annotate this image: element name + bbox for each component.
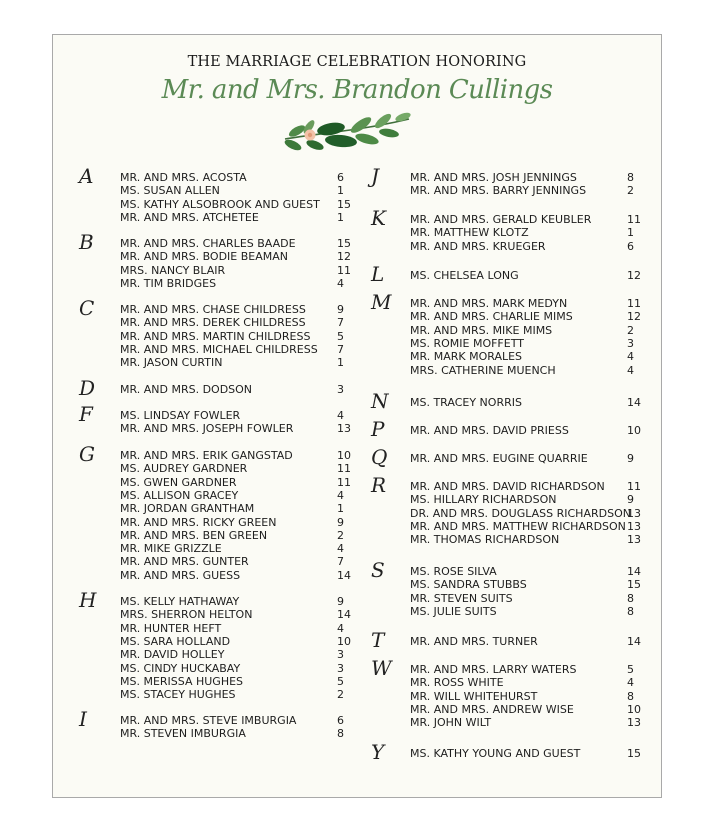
section-letter: R [371,473,387,497]
table-number: 4 [627,363,634,377]
section-letter: P [371,417,385,441]
guest-name: MR. AND MRS. LARRY WATERS [410,663,577,676]
guest-name: MS. JULIE SUITS [410,604,497,618]
guest-name: MR. AND MRS. ATCHETEE [120,210,259,224]
leaf-sprig-icon [279,111,415,157]
section-letter: H [79,588,97,612]
section-letter: Q [371,445,388,469]
guest-name: MS. ROMIE MOFFETT [410,336,524,350]
guest-name: MR. AND MRS. MICHAEL CHILDRESS [120,342,318,356]
guest-name: MS. GWEN GARDNER [120,475,237,489]
table-number: 4 [337,409,344,422]
table-number: 6 [627,239,634,253]
table-number: 5 [337,674,344,688]
guest-name: MS. SUSAN ALLEN [120,184,220,198]
table-number: 6 [337,171,344,184]
table-number: 4 [627,676,634,690]
guest-name: MR. MIKE GRIZZLE [120,542,222,556]
table-number: 10 [627,424,641,437]
guest-name: MR. AND MRS. BEN GREEN [120,528,268,542]
guest-name: MR. AND MRS. GUNTER [120,555,249,569]
guest-name: MR. AND MRS. BODIE BEAMAN [120,250,289,264]
section-letter: C [79,296,95,320]
guest-name: MR. THOMAS RICHARDSON [410,533,560,547]
guest-name: MS. MERISSA HUGHES [120,674,244,688]
guest-name: MR. AND MRS. MATTHEW RICHARDSON [410,519,626,533]
table-number: 13 [627,519,641,533]
guest-name: MS. ROSE SILVA [410,565,497,578]
guest-name: MR. JOHN WILT [410,716,492,730]
guest-name: MRS. SHERRON HELTON [120,608,253,622]
table-number: 2 [627,323,634,337]
section-letter: Y [371,740,385,764]
guest-name: MS. KATHY YOUNG AND GUEST [410,747,581,760]
section-letter: K [371,206,386,230]
guest-name: MS. AUDREY GARDNER [120,462,248,476]
table-number: 15 [337,197,351,211]
table-number: 11 [627,480,641,493]
guest-name: MS. SARA HOLLAND [120,634,231,648]
guest-name: MR. AND MRS. ANDREW WISE [410,702,574,716]
table-number: 9 [337,515,344,529]
guest-name: MS. KELLY HATHAWAY [120,595,240,608]
table-number: 11 [627,213,641,226]
section-letter: W [371,656,392,680]
table-number: 2 [627,184,634,198]
guest-name: MR. JASON CURTIN [120,356,223,370]
table-number: 11 [337,263,351,277]
guest-name: MR. HUNTER HEFT [120,621,222,635]
section-letter: S [371,558,385,582]
guest-name: MR. AND MRS. MIKE MIMS [410,323,553,337]
table-number: 14 [627,396,641,409]
guest-name: MR. AND MRS. GERALD KEUBLER [410,213,592,226]
guest-name: MR. TIM BRIDGES [120,276,217,290]
guest-name: MR. MATTHEW KLOTZ [410,226,529,240]
guest-name: DR. AND MRS. DOUGLASS RICHARDSON [410,506,631,520]
table-number: 8 [627,591,634,605]
table-number: 13 [627,533,641,547]
table-number: 1 [337,356,344,370]
table-number: 5 [627,663,634,676]
guest-name: MR. AND MRS. STEVE IMBURGIA [120,714,297,727]
guest-name: MR. AND MRS. BARRY JENNINGS [410,184,587,198]
table-number: 6 [337,714,344,727]
guest-name: MR. AND MRS. JOSH JENNINGS [410,171,577,184]
guest-name: MR. AND MRS. CHARLES BAADE [120,237,296,250]
guest-name: MR. JORDAN GRANTHAM [120,502,255,516]
section-letter: L [371,262,385,286]
table-number: 12 [337,250,351,264]
guest-name: MS. LINDSAY FOWLER [120,409,241,422]
table-number: 3 [627,336,634,350]
table-number: 5 [337,329,344,343]
guest-name: MR. STEVEN IMBURGIA [120,727,246,741]
section-letter: T [371,628,385,652]
table-number: 12 [627,310,641,324]
guest-name: MS. STACEY HUGHES [120,688,236,702]
table-number: 2 [337,528,344,542]
table-number: 13 [627,716,641,730]
guest-name: MR. AND MRS. RICKY GREEN [120,515,277,529]
table-number: 4 [337,488,344,502]
guest-name: MS. ALLISON GRACEY [120,488,239,502]
table-number: 12 [627,269,641,282]
section-letter: N [371,389,389,413]
table-number: 14 [627,565,641,578]
section-letter: I [79,707,87,731]
table-number: 4 [337,542,344,556]
seating-chart-card [52,34,662,798]
table-number: 4 [337,621,344,635]
table-number: 1 [627,226,634,240]
table-number: 9 [337,595,344,608]
table-number: 7 [337,316,344,330]
table-number: 7 [337,555,344,569]
guest-name: MR. AND MRS. ERIK GANGSTAD [120,449,293,462]
section-letter: M [371,290,392,314]
guest-name: MR. AND MRS. JOSEPH FOWLER [120,422,294,436]
section-letter: G [79,442,95,466]
guest-name: MS. CINDY HUCKABAY [120,661,241,675]
section-letter: D [79,376,96,400]
table-number: 7 [337,342,344,356]
table-number: 3 [337,648,344,662]
guest-name: MR. AND MRS. EUGINE QUARRIE [410,452,588,465]
header-title: THE MARRIAGE CELEBRATION HONORING [187,54,527,70]
guest-name: MR. AND MRS. DEREK CHILDRESS [120,316,306,330]
guest-name: MR. AND MRS. TURNER [410,635,538,648]
couple-name: Mr. and Mrs. Brandon Cullings [161,75,553,105]
section-letter: J [371,164,380,188]
table-number: 11 [337,475,351,489]
guest-name: MR. AND MRS. CHARLIE MIMS [410,310,573,324]
guest-name: MR. MARK MORALES [410,350,523,364]
section-letter: A [79,164,94,188]
guest-name: MS. CHELSEA LONG [410,269,519,282]
guest-name: MR. AND MRS. DAVID RICHARDSON [410,480,605,493]
table-number: 8 [627,171,634,184]
guest-name: MS. SANDRA STUBBS [410,578,527,592]
table-number: 15 [337,237,351,250]
table-number: 8 [627,604,634,618]
guest-name: MR. AND MRS. DAVID PRIESS [410,424,569,437]
guest-name: MS. TRACEY NORRIS [410,396,522,409]
section-letter: F [79,402,93,426]
guest-name: MR. AND MRS. GUESS [120,568,241,582]
table-number: 11 [627,297,641,310]
table-number: 9 [337,303,344,316]
table-number: 1 [337,184,344,198]
table-number: 14 [337,608,351,622]
guest-name: MS. KATHY ALSOBROOK AND GUEST [120,197,320,211]
table-number: 10 [627,702,641,716]
table-number: 8 [627,689,634,703]
table-number: 9 [627,493,634,507]
guest-name: MR. AND MRS. MARTIN CHILDRESS [120,329,311,343]
guest-name: MR. AND MRS. KRUEGER [410,239,546,253]
guest-name: MS. HILLARY RICHARDSON [410,493,557,507]
table-number: 9 [627,452,634,465]
guest-name: MR. DAVID HOLLEY [120,648,225,662]
guest-name: MR. AND MRS. DODSON [120,383,253,396]
guest-name: MRS. CATHERINE MUENCH [410,363,556,377]
table-number: 4 [337,276,344,290]
table-number: 15 [627,578,641,592]
guest-name: MR. ROSS WHITE [410,676,504,690]
guest-name: MR. STEVEN SUITS [410,591,513,605]
table-number: 2 [337,688,344,702]
table-number: 1 [337,502,344,516]
table-number: 15 [627,747,641,760]
table-number: 14 [337,568,351,582]
table-number: 10 [337,634,351,648]
table-number: 4 [627,350,634,364]
guest-name: MR. AND MRS. CHASE CHILDRESS [120,303,306,316]
guest-name: MR. AND MRS. ACOSTA [120,171,247,184]
guest-name: MR. WILL WHITEHURST [410,689,538,703]
table-number: 1 [337,210,344,224]
table-number: 14 [627,635,641,648]
table-number: 3 [337,383,344,396]
table-number: 10 [337,449,351,462]
table-number: 3 [337,661,344,675]
table-number: 13 [337,422,351,436]
table-number: 13 [627,506,641,520]
guest-name: MR. AND MRS. MARK MEDYN [410,297,568,310]
table-number: 8 [337,727,344,741]
guest-name: MRS. NANCY BLAIR [120,263,226,277]
section-letter: B [79,230,94,254]
table-number: 11 [337,462,351,476]
